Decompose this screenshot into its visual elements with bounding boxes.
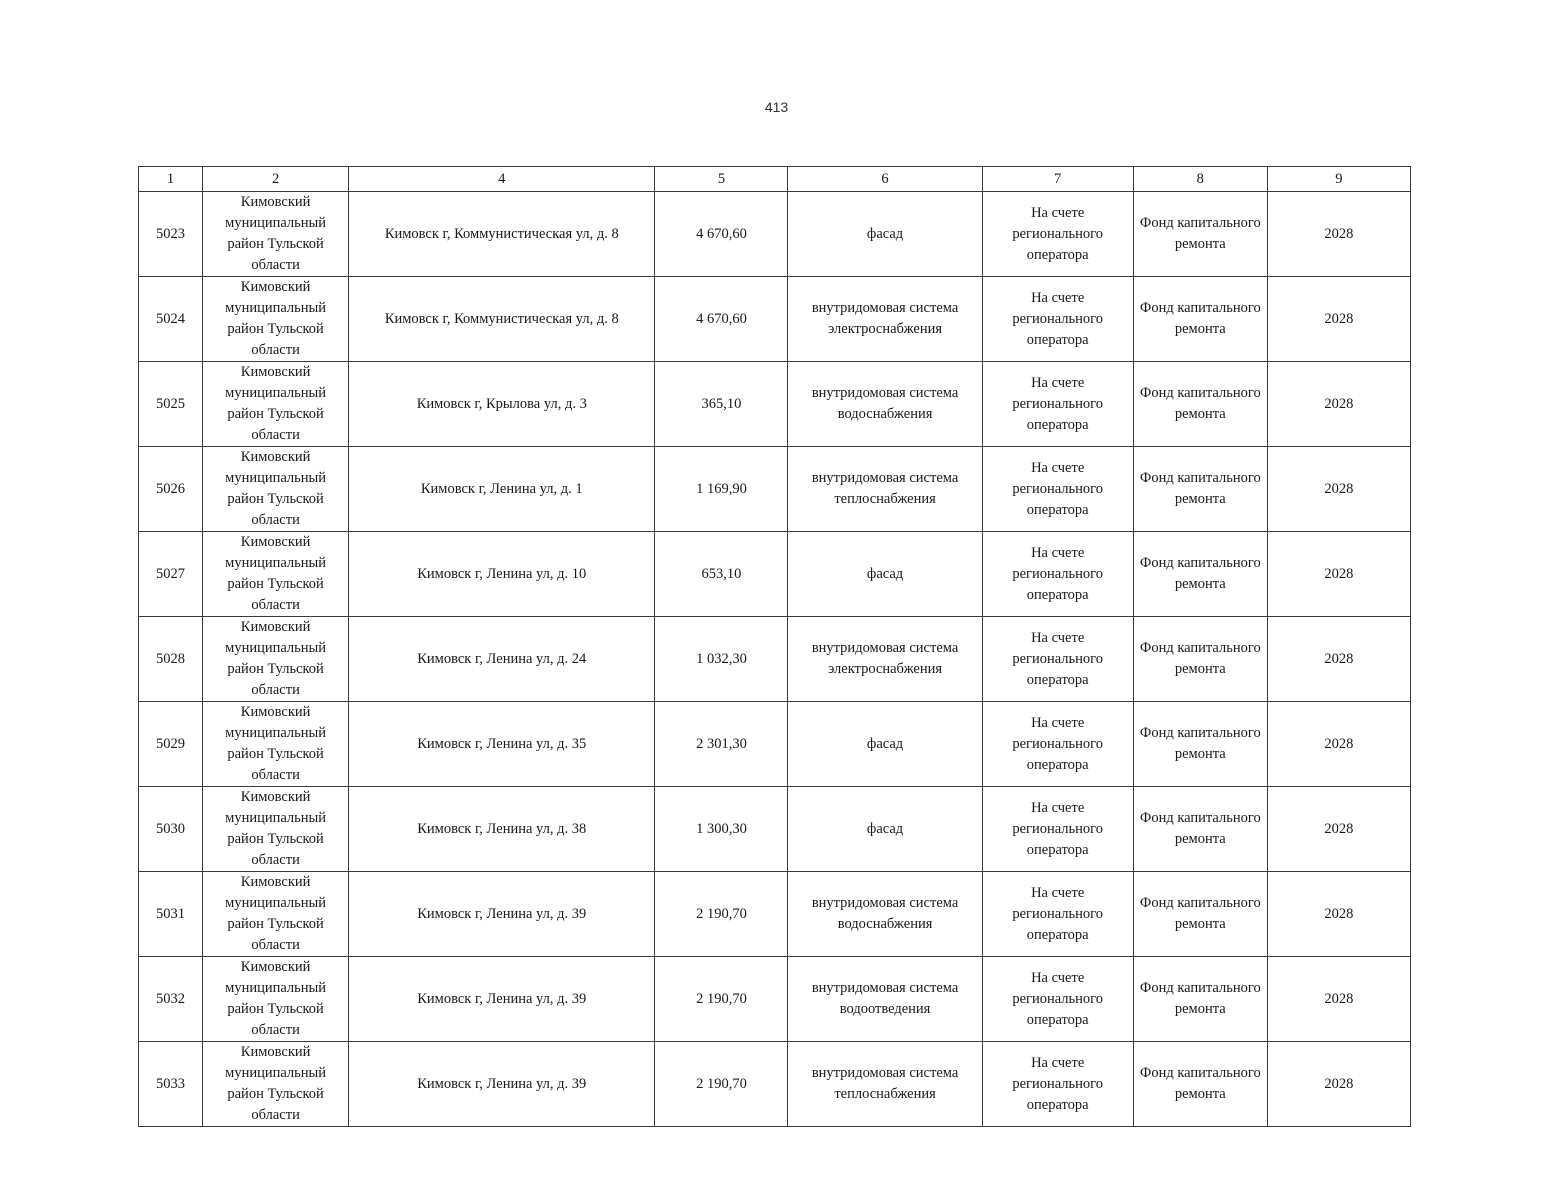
column-header-5: 5 (655, 167, 788, 192)
area-cell: 653,10 (655, 532, 788, 617)
row-number-cell: 5027 (139, 532, 203, 617)
element-cell: фасад (788, 192, 982, 277)
area-cell: 365,10 (655, 362, 788, 447)
table-row (139, 872, 1411, 957)
fund-cell: Фонд капитального ремонта (1133, 447, 1267, 532)
repair-schedule-table (138, 166, 1411, 1127)
element-cell: внутридомовая система водоотведения (788, 957, 982, 1042)
address-cell: Кимовск г, Ленина ул, д. 10 (349, 532, 655, 617)
table-row (139, 447, 1411, 532)
row-number-cell: 5028 (139, 617, 203, 702)
area-cell: 2 301,30 (655, 702, 788, 787)
address-cell: Кимовск г, Ленина ул, д. 1 (349, 447, 655, 532)
element-cell: фасад (788, 532, 982, 617)
column-header-9: 9 (1267, 167, 1410, 192)
year-cell: 2028 (1267, 872, 1410, 957)
address-cell: Кимовск г, Ленина ул, д. 35 (349, 702, 655, 787)
district-cell: Кимовский муниципальный район Тульской области (203, 702, 349, 787)
table-row (139, 617, 1411, 702)
district-cell: Кимовский муниципальный район Тульской области (203, 957, 349, 1042)
row-number-cell: 5024 (139, 277, 203, 362)
address-cell: Кимовск г, Коммунистическая ул, д. 8 (349, 192, 655, 277)
fund-cell: Фонд капитального ремонта (1133, 192, 1267, 277)
account-cell: На счете регионального оператора (982, 957, 1133, 1042)
element-cell: фасад (788, 702, 982, 787)
element-cell: внутридомовая система электроснабжения (788, 617, 982, 702)
row-number-cell: 5026 (139, 447, 203, 532)
row-number-cell: 5033 (139, 1042, 203, 1127)
district-cell: Кимовский муниципальный район Тульской области (203, 277, 349, 362)
table-header (139, 167, 1411, 192)
fund-cell: Фонд капитального ремонта (1133, 872, 1267, 957)
fund-cell: Фонд капитального ремонта (1133, 532, 1267, 617)
address-cell: Кимовск г, Коммунистическая ул, д. 8 (349, 277, 655, 362)
area-cell: 2 190,70 (655, 872, 788, 957)
fund-cell: Фонд капитального ремонта (1133, 787, 1267, 872)
table-row (139, 1042, 1411, 1127)
area-cell: 1 169,90 (655, 447, 788, 532)
area-cell: 4 670,60 (655, 277, 788, 362)
area-cell: 1 032,30 (655, 617, 788, 702)
area-cell: 4 670,60 (655, 192, 788, 277)
table-body (139, 192, 1411, 1127)
row-number-cell: 5031 (139, 872, 203, 957)
account-cell: На счете регионального оператора (982, 277, 1133, 362)
district-cell: Кимовский муниципальный район Тульской области (203, 192, 349, 277)
account-cell: На счете регионального оператора (982, 1042, 1133, 1127)
district-cell: Кимовский муниципальный район Тульской области (203, 447, 349, 532)
element-cell: внутридомовая система электроснабжения (788, 277, 982, 362)
address-cell: Кимовск г, Ленина ул, д. 24 (349, 617, 655, 702)
account-cell: На счете регионального оператора (982, 192, 1133, 277)
fund-cell: Фонд капитального ремонта (1133, 957, 1267, 1042)
table-row (139, 787, 1411, 872)
table-row (139, 702, 1411, 787)
row-number-cell: 5023 (139, 192, 203, 277)
column-header-1: 1 (139, 167, 203, 192)
address-cell: Кимовск г, Крылова ул, д. 3 (349, 362, 655, 447)
year-cell: 2028 (1267, 277, 1410, 362)
year-cell: 2028 (1267, 787, 1410, 872)
year-cell: 2028 (1267, 362, 1410, 447)
account-cell: На счете регионального оператора (982, 872, 1133, 957)
address-cell: Кимовск г, Ленина ул, д. 39 (349, 1042, 655, 1127)
year-cell: 2028 (1267, 447, 1410, 532)
fund-cell: Фонд капитального ремонта (1133, 277, 1267, 362)
column-header-8: 8 (1133, 167, 1267, 192)
table-row (139, 192, 1411, 277)
district-cell: Кимовский муниципальный район Тульской области (203, 872, 349, 957)
address-cell: Кимовск г, Ленина ул, д. 39 (349, 872, 655, 957)
district-cell: Кимовский муниципальный район Тульской области (203, 362, 349, 447)
year-cell: 2028 (1267, 957, 1410, 1042)
element-cell: внутридомовая система теплоснабжения (788, 1042, 982, 1127)
account-cell: На счете регионального оператора (982, 617, 1133, 702)
account-cell: На счете регионального оператора (982, 532, 1133, 617)
row-number-cell: 5030 (139, 787, 203, 872)
account-cell: На счете регионального оператора (982, 702, 1133, 787)
table-row (139, 362, 1411, 447)
account-cell: На счете регионального оператора (982, 362, 1133, 447)
table-row (139, 532, 1411, 617)
column-header-7: 7 (982, 167, 1133, 192)
table-row (139, 277, 1411, 362)
page-number: 413 (764, 99, 789, 115)
year-cell: 2028 (1267, 532, 1410, 617)
element-cell: внутридомовая система водоснабжения (788, 362, 982, 447)
row-number-cell: 5032 (139, 957, 203, 1042)
column-header-2: 2 (203, 167, 349, 192)
year-cell: 2028 (1267, 1042, 1410, 1127)
account-cell: На счете регионального оператора (982, 447, 1133, 532)
fund-cell: Фонд капитального ремонта (1133, 1042, 1267, 1127)
row-number-cell: 5025 (139, 362, 203, 447)
table-row (139, 957, 1411, 1042)
year-cell: 2028 (1267, 702, 1410, 787)
fund-cell: Фонд капитального ремонта (1133, 702, 1267, 787)
district-cell: Кимовский муниципальный район Тульской области (203, 1042, 349, 1127)
column-header-4: 4 (349, 167, 655, 192)
element-cell: фасад (788, 787, 982, 872)
area-cell: 2 190,70 (655, 957, 788, 1042)
element-cell: внутридомовая система водоснабжения (788, 872, 982, 957)
address-cell: Кимовск г, Ленина ул, д. 39 (349, 957, 655, 1042)
address-cell: Кимовск г, Ленина ул, д. 38 (349, 787, 655, 872)
fund-cell: Фонд капитального ремонта (1133, 362, 1267, 447)
district-cell: Кимовский муниципальный район Тульской области (203, 617, 349, 702)
header-row (139, 167, 1411, 192)
fund-cell: Фонд капитального ремонта (1133, 617, 1267, 702)
district-cell: Кимовский муниципальный район Тульской области (203, 532, 349, 617)
year-cell: 2028 (1267, 617, 1410, 702)
district-cell: Кимовский муниципальный район Тульской области (203, 787, 349, 872)
year-cell: 2028 (1267, 192, 1410, 277)
element-cell: внутридомовая система теплоснабжения (788, 447, 982, 532)
area-cell: 1 300,30 (655, 787, 788, 872)
column-header-6: 6 (788, 167, 982, 192)
account-cell: На счете регионального оператора (982, 787, 1133, 872)
row-number-cell: 5029 (139, 702, 203, 787)
area-cell: 2 190,70 (655, 1042, 788, 1127)
